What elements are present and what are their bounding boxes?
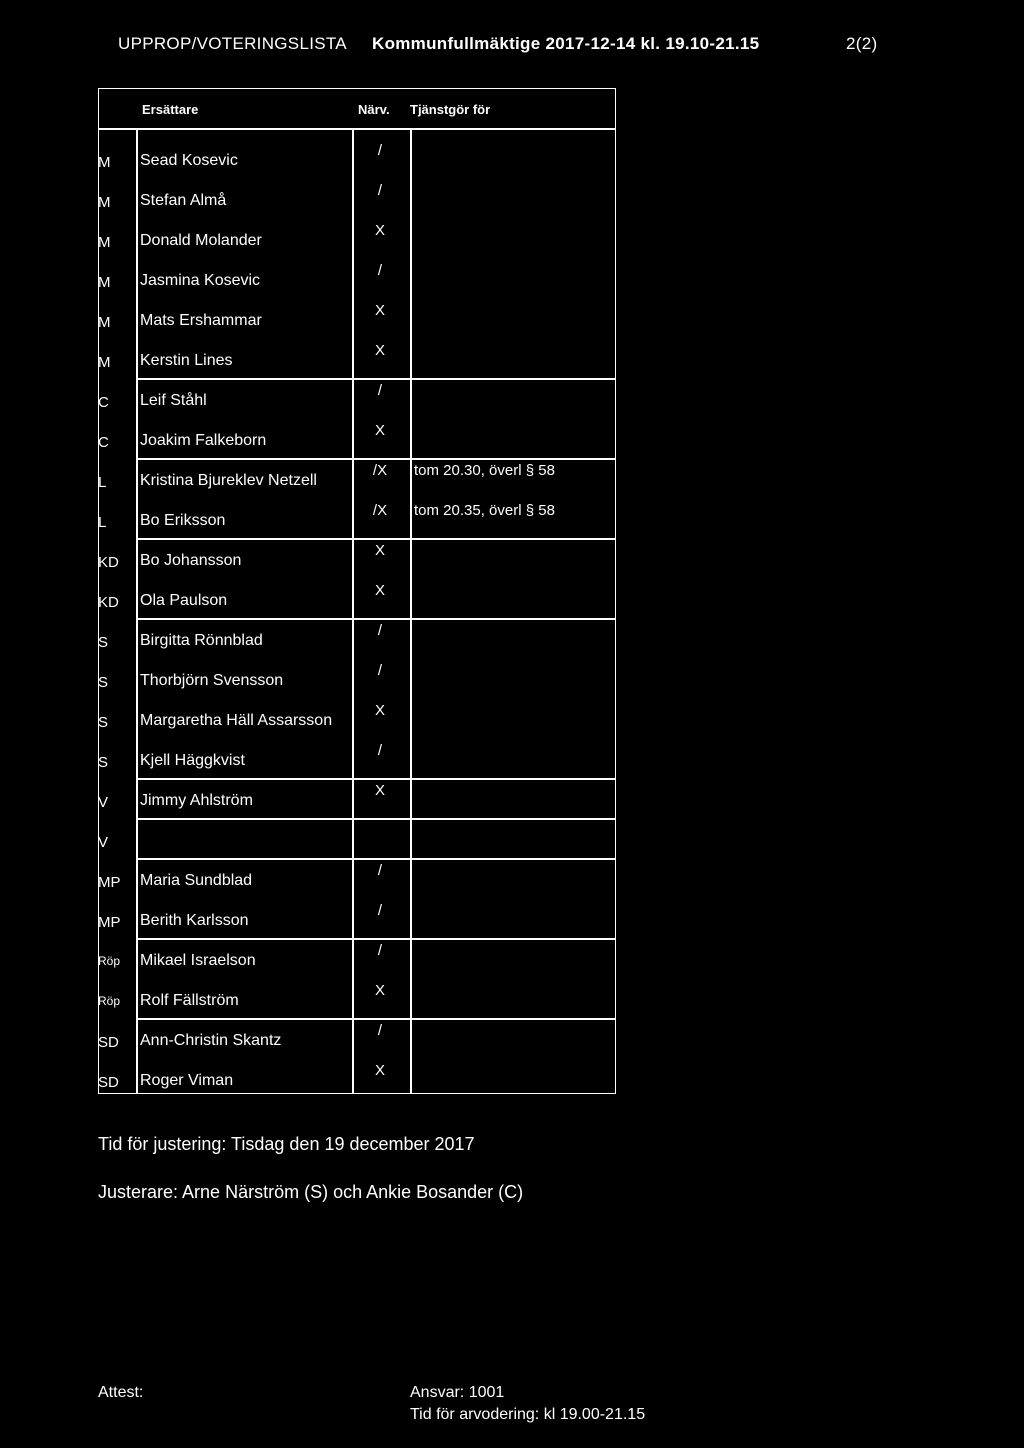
party-group-divider	[136, 458, 616, 460]
party-code: Röp	[98, 994, 121, 1008]
table-row	[98, 942, 616, 982]
justerare: Justerare: Arne Närström (S) och Ankie Bosander (C)	[98, 1182, 524, 1202]
col-header-tjanstgor: Tjänstgör för	[410, 102, 491, 117]
table-row	[98, 262, 616, 302]
member-name: Kerstin Lines	[140, 352, 233, 369]
member-name: Mikael Israelson	[140, 952, 256, 969]
attendance-mark: X	[374, 782, 385, 799]
table-row	[98, 702, 616, 742]
member-name: Joakim Falkeborn	[140, 432, 267, 449]
table-row	[98, 822, 616, 862]
attendance-mark: X	[374, 222, 385, 239]
col-header-ersattare: Ersättare	[142, 102, 199, 117]
party-code: MP	[98, 874, 121, 891]
meeting-title: Kommunfullmäktige 2017-12-14 kl. 19.10-21.15	[372, 34, 760, 53]
table-row	[98, 382, 616, 422]
party-code: KD	[98, 594, 119, 611]
party-code: Röp	[98, 954, 121, 968]
attendance-mark: /	[377, 862, 383, 879]
member-name: Kristina Bjureklev Netzell	[140, 472, 317, 489]
party-code: V	[98, 834, 109, 851]
party-code: S	[98, 674, 109, 691]
table-row	[98, 142, 616, 182]
party-code: L	[98, 474, 107, 491]
party-group-divider	[136, 938, 616, 940]
party-code: S	[98, 754, 109, 771]
party-code: M	[98, 194, 111, 211]
page-number: 2(2)	[846, 34, 878, 53]
member-name: Bo Eriksson	[140, 512, 226, 529]
party-code: C	[98, 434, 109, 451]
party-code: V	[98, 794, 109, 811]
member-name: Mats Ershammar	[140, 312, 262, 329]
ansvar: Ansvar: 1001	[410, 1384, 505, 1401]
col-header-narv: Närv.	[358, 102, 390, 117]
table-row	[98, 462, 616, 502]
member-name: Birgitta Rönnblad	[140, 632, 263, 649]
attendance-mark: /	[377, 742, 383, 759]
substitute-note: tom 20.30, överl § 58	[414, 462, 555, 479]
attest-label: Attest:	[98, 1384, 144, 1401]
attendance-mark: X	[374, 702, 385, 719]
party-code: C	[98, 394, 109, 411]
party-code: M	[98, 354, 111, 371]
attendance-mark: /	[377, 622, 383, 639]
member-name: Roger Viman	[140, 1072, 234, 1089]
table-row	[98, 622, 616, 662]
attendance-mark: /	[377, 182, 383, 199]
table-row	[98, 1062, 616, 1102]
table-row	[98, 982, 616, 1022]
member-name: Berith Karlsson	[140, 912, 249, 929]
table-row	[98, 502, 616, 542]
table-row	[98, 862, 616, 902]
member-name: Maria Sundblad	[140, 872, 253, 889]
party-group-divider	[136, 818, 616, 820]
attendance-mark: X	[374, 302, 385, 319]
party-group-divider	[136, 538, 616, 540]
member-name: Ola Paulson	[140, 592, 228, 609]
party-code: KD	[98, 554, 119, 571]
table-row	[98, 542, 616, 582]
party-code: L	[98, 514, 107, 531]
table-row	[98, 782, 616, 822]
attendance-mark: /	[377, 942, 383, 959]
table-row	[98, 422, 616, 462]
substitute-note: tom 20.35, överl § 58	[414, 502, 555, 519]
table-row	[98, 342, 616, 382]
attendance-mark: /	[377, 142, 383, 159]
table-row	[98, 662, 616, 702]
member-name: Rolf Fällström	[140, 992, 239, 1009]
attendance-mark: X	[374, 422, 385, 439]
table-row	[98, 302, 616, 342]
party-code: M	[98, 274, 111, 291]
table-row	[98, 222, 616, 262]
justering-time: Tid för justering: Tisdag den 19 december 2017	[98, 1134, 475, 1154]
member-name: Kjell Häggkvist	[140, 752, 245, 769]
member-name: Jasmina Kosevic	[140, 272, 261, 289]
member-name: Stefan Almå	[140, 192, 227, 209]
party-code: M	[98, 154, 111, 171]
attendance-mark: /	[377, 1022, 383, 1039]
party-group-divider	[136, 378, 616, 380]
member-name: Donald Molander	[140, 232, 262, 249]
attendance-mark: /	[377, 902, 383, 919]
attendance-mark: X	[374, 982, 385, 999]
party-code: S	[98, 714, 109, 731]
attendance-mark: X	[374, 1062, 385, 1079]
attendance-mark: X	[374, 342, 385, 359]
document-type: UPPROP/VOTERINGSLISTA	[118, 34, 347, 53]
member-name: Leif Ståhl	[140, 392, 207, 409]
member-name: Sead Kosevic	[140, 152, 238, 169]
party-group-divider	[136, 858, 616, 860]
attendance-mark: /	[377, 382, 383, 399]
table-row	[98, 742, 616, 782]
attendance-mark: /	[377, 662, 383, 679]
attendance-mark: /	[377, 262, 383, 279]
party-group-divider	[136, 1018, 616, 1020]
party-code: SD	[98, 1034, 119, 1051]
member-name: Thorbjörn Svensson	[140, 672, 284, 689]
attendance-mark: /X	[372, 502, 388, 519]
party-code: MP	[98, 914, 121, 931]
party-code: M	[98, 234, 111, 251]
attendance-mark: /X	[372, 462, 388, 479]
member-name: Bo Johansson	[140, 552, 242, 569]
attendance-mark: X	[374, 582, 385, 599]
party-code: SD	[98, 1074, 119, 1091]
party-code: M	[98, 314, 111, 331]
member-name: Margaretha Häll Assarsson	[140, 712, 333, 729]
party-group-divider	[136, 618, 616, 620]
header-divider	[98, 128, 616, 130]
member-name: Jimmy Ahlström	[140, 792, 253, 809]
table-row	[98, 182, 616, 222]
table-row	[98, 1022, 616, 1062]
attendance-mark: X	[374, 542, 385, 559]
arvodering-time: Tid för arvodering: kl 19.00-21.15	[410, 1406, 646, 1423]
table-row	[98, 582, 616, 622]
party-code: S	[98, 634, 109, 651]
party-group-divider	[136, 778, 616, 780]
member-name: Ann-Christin Skantz	[140, 1032, 282, 1049]
table-row	[98, 902, 616, 942]
